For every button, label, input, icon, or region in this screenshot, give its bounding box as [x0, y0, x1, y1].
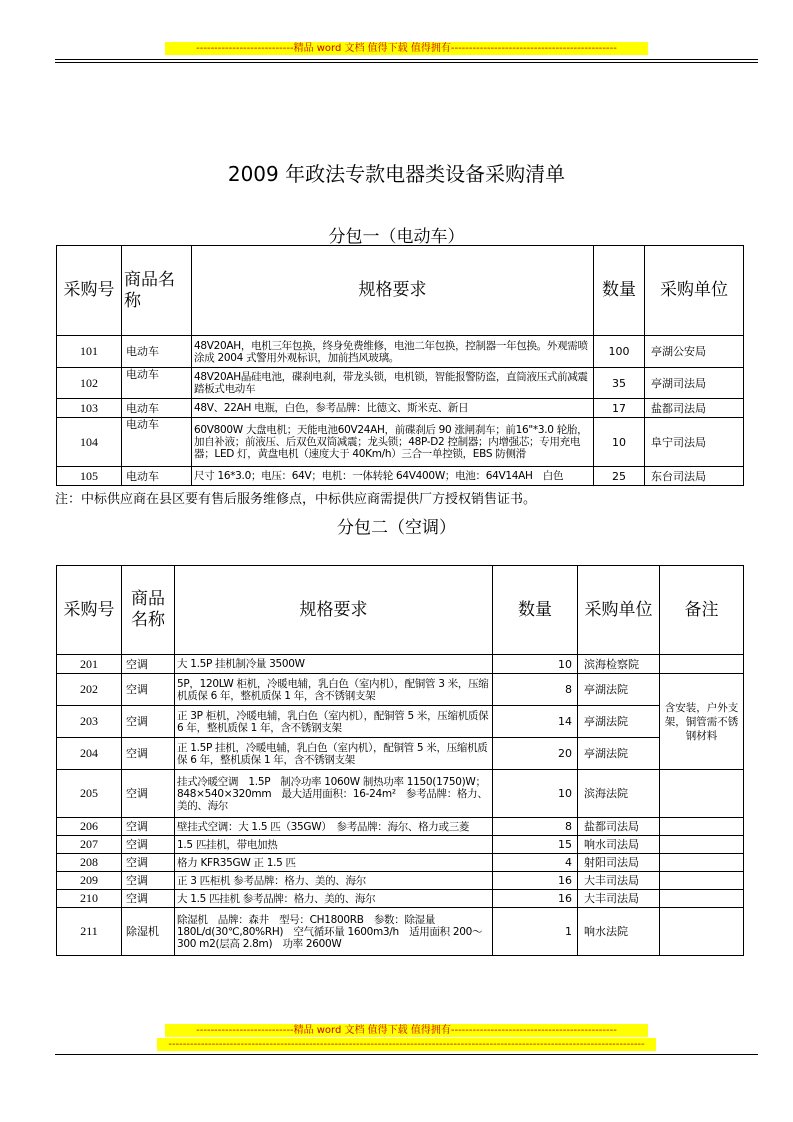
- row-spec: 格力 KFR35GW 正 1.5 匹: [175, 854, 493, 872]
- row-id: 204: [57, 738, 122, 770]
- row-spec: 除湿机 品牌：森井 型号：CH1800RB 参数：除湿量 180L/d(30℃,80%RH) 空气循环量 1600m3/h 适用面积 200～300 m2(层高 2.8m) 功率 2600W: [175, 908, 493, 956]
- row-id: 208: [57, 854, 122, 872]
- package1-table: [56, 245, 744, 486]
- row-name: 空调: [122, 854, 175, 872]
- row-name: 除湿机: [122, 908, 175, 956]
- row-unit: 大丰司法局: [578, 890, 660, 908]
- row-spec: 48V、22AH 电瓶，白色，参考品牌：比德文、斯米克、新日: [192, 399, 594, 418]
- row-id: 209: [57, 872, 122, 890]
- row-id: 201: [57, 655, 122, 674]
- row-id: 101: [57, 336, 122, 368]
- row-unit: 亭湖法院: [578, 674, 660, 706]
- col-header-unit: 采购单位: [578, 566, 660, 655]
- row-id: 203: [57, 706, 122, 738]
- row-id: 205: [57, 770, 122, 818]
- row-qty: 10: [493, 655, 578, 674]
- row-id: 207: [57, 836, 122, 854]
- row-name: 电动车: [122, 368, 192, 399]
- row-qty: 14: [493, 706, 578, 738]
- table-row: [57, 655, 744, 674]
- row-unit: 滨海检察院: [578, 655, 660, 674]
- row-unit: 响水司法局: [578, 836, 660, 854]
- row-name: 空调: [122, 890, 175, 908]
- row-qty: 25: [594, 467, 645, 486]
- footer-banner-line-1: ---------------------------精品 word 文档 值得下载 值得拥有----------------------------------------------: [165, 1024, 648, 1037]
- row-qty: 8: [493, 818, 578, 836]
- col-header-spec: 规格要求: [192, 246, 594, 336]
- document-title: 2009 年政法专款电器类设备采购清单: [227, 162, 566, 186]
- row-name: 电动车: [122, 418, 192, 467]
- col-header-unit: 采购单位: [645, 246, 744, 336]
- table-row: [57, 399, 744, 418]
- row-remark: 含安装，户外支架，铜管需不锈钢材料: [660, 674, 744, 770]
- table-row: [57, 818, 744, 836]
- row-name: 电动车: [122, 467, 192, 486]
- row-name: 电动车: [122, 336, 192, 368]
- col-header-id: 采购号: [57, 246, 122, 336]
- row-qty: 15: [493, 836, 578, 854]
- row-qty: 10: [594, 418, 645, 467]
- row-unit: 大丰司法局: [578, 872, 660, 890]
- row-name: 电动车: [122, 399, 192, 418]
- row-remark-empty: [660, 908, 744, 956]
- row-qty: 16: [493, 872, 578, 890]
- row-spec: 挂式冷暖空调 1.5P 制冷功率 1060W 制热功率 1150(1750)W；848×540×320mm 最大适用面积：16-24m² 参考品牌：格力、美的、海尔: [175, 770, 493, 818]
- row-name: 空调: [122, 674, 175, 706]
- row-qty: 8: [493, 674, 578, 706]
- row-unit: 东台司法局: [645, 467, 744, 486]
- row-spec: 5P，120LW 柜机，冷暖电辅，乳白色（室内机），配铜管 3 米，压缩机质保 6 年，整机质保 1 年，含不锈钢支架: [175, 674, 493, 706]
- row-qty: 20: [493, 738, 578, 770]
- package1-note: 注：中标供应商在县区要有售后服务维修点，中标供应商需提供厂方授权销售证书。: [55, 492, 537, 507]
- row-id: 210: [57, 890, 122, 908]
- row-spec: 大 1.5 匹挂机 参考品牌：格力、美的、海尔: [175, 890, 493, 908]
- table-row: [57, 336, 744, 368]
- row-qty: 4: [493, 854, 578, 872]
- row-spec: 1.5 匹挂机，带电加热: [175, 836, 493, 854]
- col-header-qty: 数量: [594, 246, 645, 336]
- table-row: [57, 467, 744, 486]
- col-header-name: 商品名称: [122, 566, 175, 655]
- row-spec: 尺寸 16*3.0；电压：64V；电机：一体转轮 64V400W；电池：64V14AH 白色: [192, 467, 594, 486]
- row-unit: 响水法院: [578, 908, 660, 956]
- row-id: 105: [57, 467, 122, 486]
- table-row: [57, 368, 744, 399]
- row-name: 空调: [122, 818, 175, 836]
- col-header-remark: 备注: [660, 566, 744, 655]
- row-qty: 1: [493, 908, 578, 956]
- row-remark-empty: [660, 818, 744, 836]
- package1-header-row: [57, 246, 744, 336]
- table-row: [57, 738, 744, 770]
- row-qty: 16: [493, 890, 578, 908]
- row-spec: 壁挂式空调：大 1.5 匹（35GW） 参考品牌：海尔、格力或三菱: [175, 818, 493, 836]
- row-spec: 正 3P 柜机，冷暖电辅，乳白色（室内机），配铜管 5 米，压缩机质保 6 年，整机质保 1 年，含不锈钢支架: [175, 706, 493, 738]
- row-remark-empty: [660, 770, 744, 818]
- table-row: [57, 418, 744, 467]
- header-rule-top: [55, 59, 758, 60]
- row-qty: 17: [594, 399, 645, 418]
- col-header-name: 商品名称: [122, 246, 192, 336]
- row-unit: 射阳司法局: [578, 854, 660, 872]
- row-spec: 60V800W 大盘电机；天能电池60V24AH，前碟刹后 90 涨闸刹车；前16"*3.0 轮胎，加自补液；前液压、后双色双筒减震；龙头锁；48P-D2 控制器；内增强芯；专用充电器；LED 灯，黄盘电机（速度大于 40Km/h）三合一单控锁，EBS 防侧滑: [192, 418, 594, 467]
- row-unit: 亭湖公安局: [645, 336, 744, 368]
- row-id: 103: [57, 399, 122, 418]
- table-row: [57, 872, 744, 890]
- package1-title: 分包一（电动车）: [328, 227, 465, 247]
- row-spec: 48V20AH晶硅电池，碟刹电刹，带龙头锁，电机锁，智能报警防盗，直筒液压式前减震 踏板式电动车: [192, 368, 594, 399]
- table-row: [57, 908, 744, 956]
- row-name: 空调: [122, 655, 175, 674]
- row-remark-empty: [660, 836, 744, 854]
- table-row: [57, 854, 744, 872]
- row-spec: 正 3 匹柜机 参考品牌：格力、美的、海尔: [175, 872, 493, 890]
- package2-table: [56, 565, 744, 956]
- row-unit: 亭湖司法局: [645, 368, 744, 399]
- row-unit: 盐都司法局: [645, 399, 744, 418]
- header-banner: ---------------------------精品 word 文档 值得下载 值得拥有----------------------------------------------: [165, 42, 648, 55]
- col-header-spec: 规格要求: [175, 566, 493, 655]
- row-name: 空调: [122, 770, 175, 818]
- footer-banner-line-2: ------------------------------------------------------------------------------------------------------------------------------------: [157, 1038, 656, 1051]
- row-unit: 阜宁司法局: [645, 418, 744, 467]
- row-id: 104: [57, 418, 122, 467]
- row-name: 空调: [122, 738, 175, 770]
- col-header-qty: 数量: [493, 566, 578, 655]
- col-header-id: 采购号: [57, 566, 122, 655]
- row-spec: 48V20AH，电机三年包换，终身免费维修，电池二年包换，控制器一年包换。外观需喷涂成 2004 式警用外观标识，加前挡风玻璃。: [192, 336, 594, 368]
- row-unit: 盐都司法局: [578, 818, 660, 836]
- row-qty: 100: [594, 336, 645, 368]
- table-row: [57, 836, 744, 854]
- row-name: 空调: [122, 706, 175, 738]
- table-row: [57, 674, 744, 706]
- footer-rule: [55, 1054, 758, 1055]
- table-row: [57, 890, 744, 908]
- row-remark-empty: [660, 655, 744, 674]
- footer-banner: [157, 1024, 656, 1052]
- row-remark-empty: [660, 854, 744, 872]
- row-qty: 35: [594, 368, 645, 399]
- row-id: 102: [57, 368, 122, 399]
- table-row: [57, 706, 744, 738]
- header-rule-bottom: [55, 62, 758, 63]
- package2-header-row: [57, 566, 744, 655]
- table-row: [57, 770, 744, 818]
- row-name: 空调: [122, 836, 175, 854]
- package2-title: 分包二（空调）: [337, 518, 456, 538]
- row-remark-empty: [660, 890, 744, 908]
- row-unit: 滨海法院: [578, 770, 660, 818]
- row-spec: 正 1.5P 挂机，冷暖电辅，乳白色（室内机），配铜管 5 米，压缩机质保 6 年，整机质保 1 年，含不锈钢支架: [175, 738, 493, 770]
- row-id: 211: [57, 908, 122, 956]
- row-spec: 大 1.5P 挂机制冷量 3500W: [175, 655, 493, 674]
- row-name: 空调: [122, 872, 175, 890]
- row-remark-empty: [660, 872, 744, 890]
- row-id: 202: [57, 674, 122, 706]
- row-unit: 亭湖法院: [578, 706, 660, 738]
- row-qty: 10: [493, 770, 578, 818]
- row-unit: 亭湖法院: [578, 738, 660, 770]
- row-id: 206: [57, 818, 122, 836]
